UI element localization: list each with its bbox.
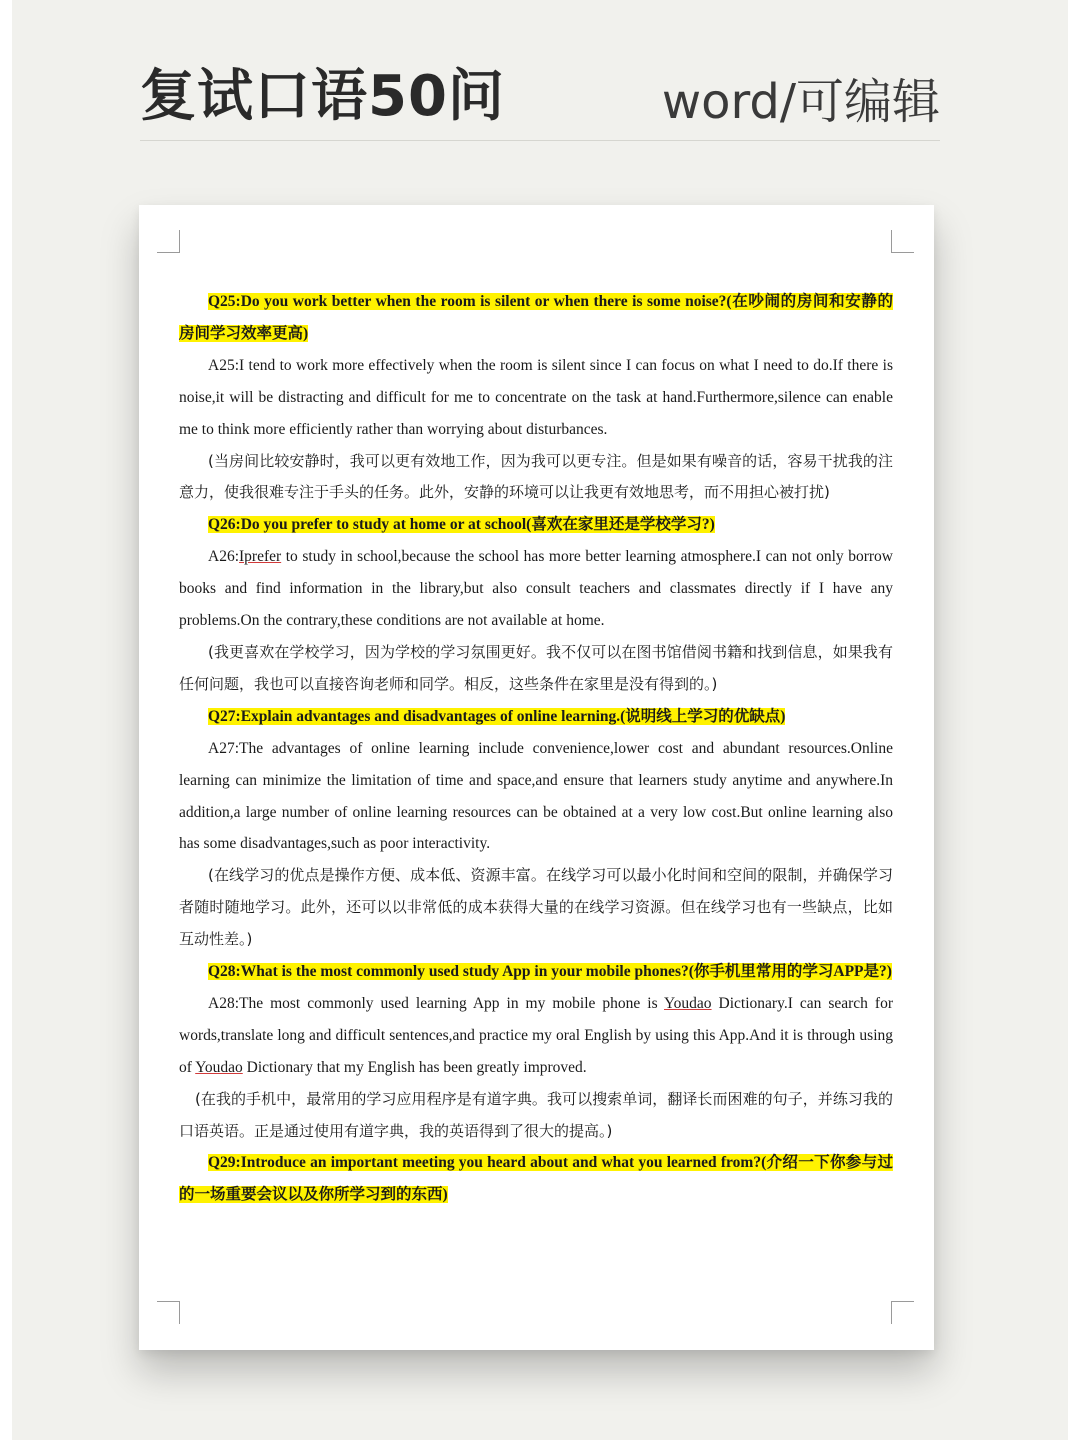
document-body[interactable] — [179, 286, 893, 1211]
answer-25: A25:I tend to work more effectively when the room is silent since I can focus on what I need to do.If there is noise,it will be distracting and difficult for me to concentrate on the task at hand.Furthermore,silence can enable me to think more efficiently rather than worrying about disturbances. — [179, 356, 893, 438]
translation-25: (当房间比较安静时，我可以更有效地工作，因为我可以更专注。但是如果有噪音的话，容易干扰我的注意力，使我很难专注于手头的任务。此外，安静的环境可以让我更有效地思考，而不用担心被打扰) — [179, 451, 893, 502]
question-26: Q26:Do you prefer to study at home or at school(喜欢在家里还是学校学习?) — [208, 516, 715, 534]
document-page — [139, 205, 934, 1350]
crop-mark-bottom-right — [891, 1301, 914, 1324]
crop-mark-bottom-left — [157, 1301, 180, 1324]
spellcheck-word: Youdao — [195, 1058, 243, 1076]
spellcheck-word: Iprefer — [239, 548, 282, 566]
header-divider — [140, 140, 940, 141]
page-title: 复试口语50问 — [140, 64, 505, 129]
frame-edge-right — [1068, 0, 1080, 1440]
spellcheck-word: Youdao — [664, 994, 712, 1012]
answer-26: A26:Iprefer to study in school,because the school has more better learning atmosphere.I can not only borrow books and find information in the library,but also consult teachers and classmates directly if I have any problems.On the contrary,these conditions are not available at home. — [179, 548, 893, 630]
question-29: Q29:Introduce an important meeting you heard about and what you learned from?(介绍一下你参与过的一场重要会议以及你所学习到的东西) — [179, 1154, 893, 1204]
answer-28: A28:The most commonly used learning App in my mobile phone is Youdao Dictionary.I can search for words,translate long and difficult sentences,and practice my oral English by using this App.And it is through using of Youdao Dictionary that my English has been greatly improved. — [179, 994, 893, 1076]
question-27: Q27:Explain advantages and disadvantages of online learning.(说明线上学习的优缺点) — [208, 707, 786, 725]
answer-27: A27:The advantages of online learning include convenience,lower cost and abundant resources.Online learning can minimize the limitation of time and space,and ensure that learners study anytime and anywhere.In addition,a large number of online learning resources can be obtained at a very low cost.But online learning also has some disadvantages,such as poor interactivity. — [179, 739, 893, 853]
frame-edge-left — [0, 0, 12, 1440]
crop-mark-top-left — [157, 230, 180, 253]
crop-mark-top-right — [891, 230, 914, 253]
translation-27: (在线学习的优点是操作方便、成本低、资源丰富。在线学习可以最小化时间和空间的限制，并确保学习者随时随地学习。此外，还可以以非常低的成本获得大量的在线学习资源。但在线学习也有一些缺点，比如互动性差。) — [179, 866, 893, 949]
translation-26: (我更喜欢在学校学习，因为学校的学习氛围更好。我不仅可以在图书馆借阅书籍和找到信息，如果我有任何问题，我也可以直接咨询老师和同学。相反，这些条件在家里是没有得到的。) — [179, 642, 893, 693]
question-25: Q25:Do you work better when the room is silent or when there is some noise?(在吵闹的房间和安静的房间学习效率更高) — [179, 293, 893, 342]
question-28: Q28:What is the most commonly used study App in your mobile phones?(你手机里常用的学习APP是?) — [208, 963, 892, 981]
translation-28: (在我的手机中，最常用的学习应用程序是有道字典。我可以搜索单词，翻译长而困难的句子，并练习我的口语英语。正是通过使用有道字典，我的英语得到了很大的提高。) — [179, 1089, 893, 1140]
page-subtitle: word/可编辑 — [661, 74, 940, 130]
